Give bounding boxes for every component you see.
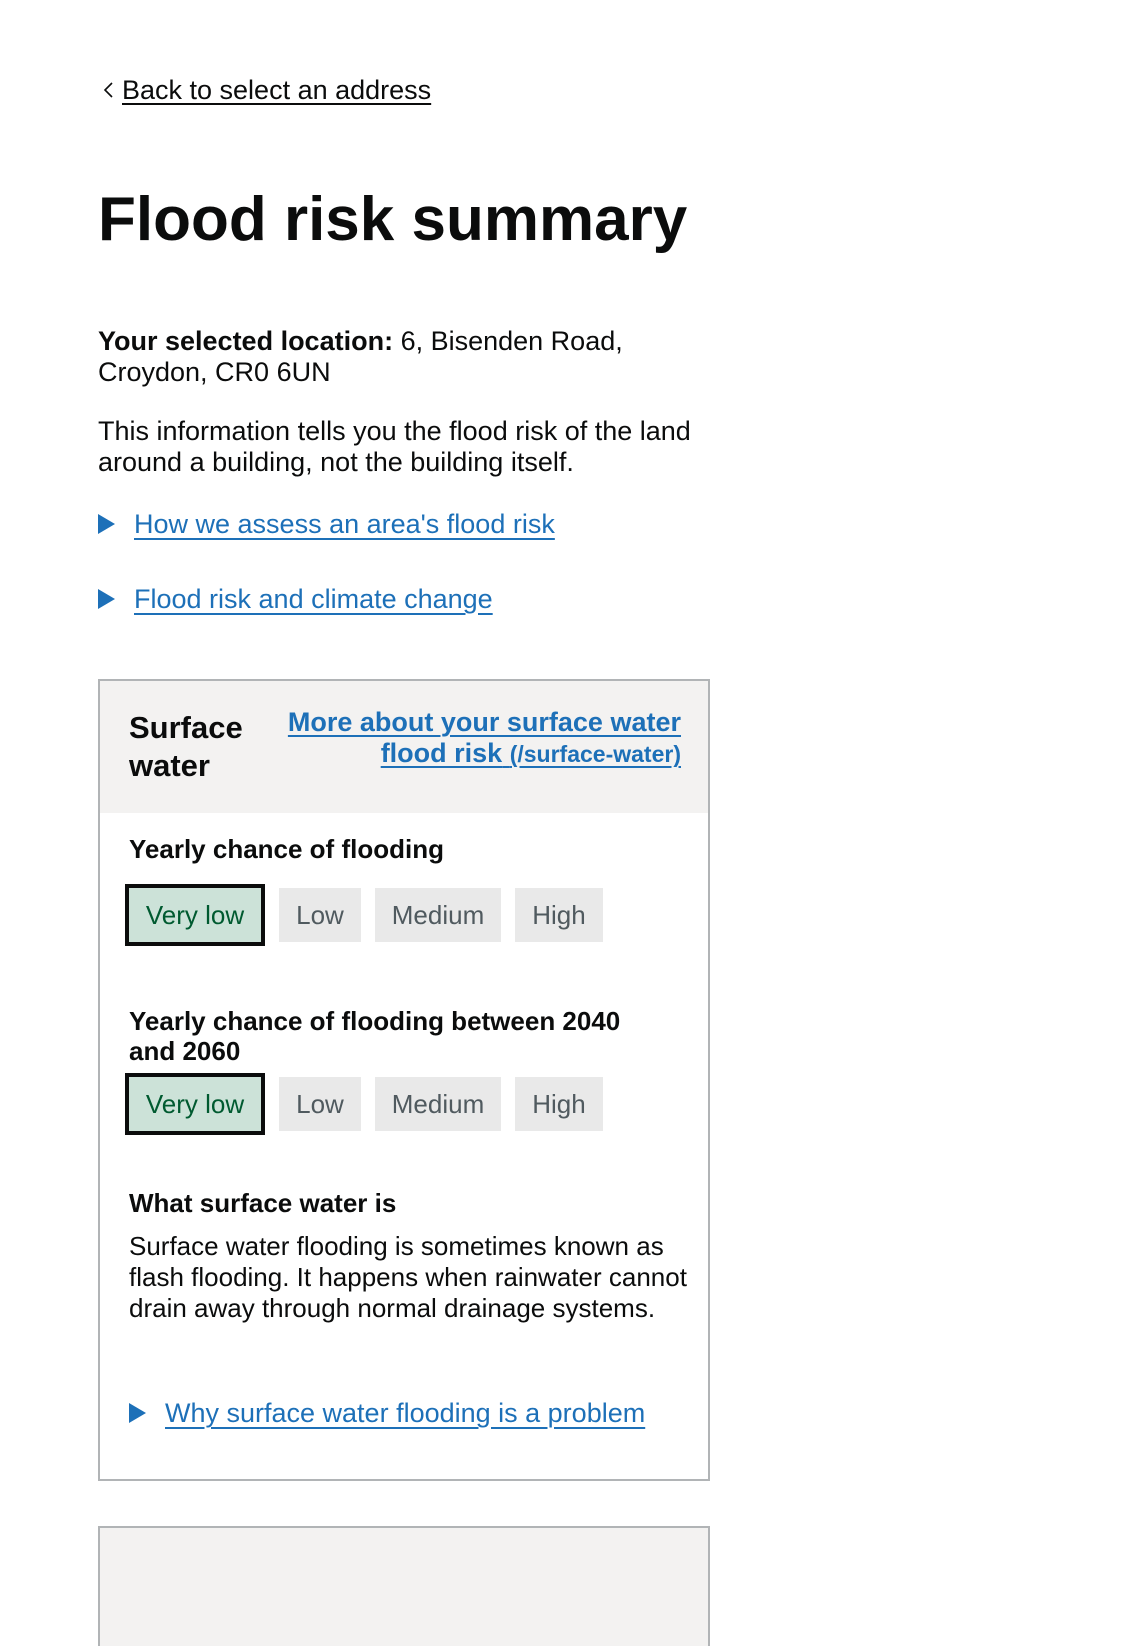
what-surface-water-heading: What surface water is	[129, 1188, 397, 1218]
future-risk-scale	[125, 1077, 617, 1135]
details-how-we-assess[interactable]	[98, 507, 555, 541]
future-chance-heading: Yearly chance of flooding between 2040 and 2060	[129, 1006, 621, 1066]
risk-segment-low: Low	[279, 888, 361, 942]
more-link-text-line2[interactable]: flood risk	[380, 738, 503, 768]
back-link[interactable]	[98, 72, 431, 108]
selected-location-label: Your selected location:	[98, 326, 394, 356]
details-how-we-assess-label[interactable]: How we assess an area's flood risk	[134, 509, 555, 539]
triangle-right-icon	[98, 589, 115, 609]
risk-segment-low: Low	[279, 1077, 361, 1131]
details-climate-change[interactable]	[98, 582, 493, 616]
what-surface-water-text: Surface water flooding is sometimes known as flash flooding. It happens when rainwater cannot drain away through normal drainage systems.	[129, 1231, 687, 1323]
details-why-surface-water-label[interactable]: Why surface water flooding is a problem	[165, 1398, 646, 1428]
surface-water-card	[98, 679, 710, 1481]
chevron-left-icon	[98, 78, 122, 102]
card-title	[129, 709, 243, 785]
risk-segment-medium: Medium	[375, 1077, 501, 1131]
selected-location-value: 6, Bisenden Road,	[400, 326, 623, 356]
details-climate-change-label[interactable]: Flood risk and climate change	[134, 584, 493, 614]
current-risk-scale	[125, 888, 617, 946]
next-risk-card	[98, 1526, 710, 1646]
selected-location-value-line2: Croydon, CR0 6UN	[98, 357, 331, 387]
risk-segment-medium: Medium	[375, 888, 501, 942]
more-link-path[interactable]: (/surface-water)	[509, 741, 681, 767]
more-about-surface-water-link[interactable]	[281, 707, 681, 770]
card-title-line2: water	[129, 748, 210, 783]
triangle-right-icon	[98, 514, 115, 534]
page-title: Flood risk summary	[98, 185, 688, 254]
details-why-surface-water[interactable]	[129, 1396, 645, 1430]
selected-location	[98, 326, 698, 388]
risk-segment-very-low: Very low	[125, 884, 265, 946]
back-link-label[interactable]: Back to select an address	[122, 75, 432, 105]
more-link-text[interactable]: More about your surface water	[287, 707, 681, 737]
triangle-right-icon	[129, 1403, 146, 1423]
intro-text: This information tells you the flood risk of the land around a building, not the building itself.	[98, 416, 691, 477]
card-title-line1: Surface	[129, 710, 243, 745]
risk-segment-high: High	[515, 888, 603, 942]
card-header	[100, 681, 708, 813]
risk-segment-very-low: Very low	[125, 1073, 265, 1135]
yearly-chance-heading: Yearly chance of flooding	[129, 834, 444, 864]
risk-segment-high: High	[515, 1077, 603, 1131]
